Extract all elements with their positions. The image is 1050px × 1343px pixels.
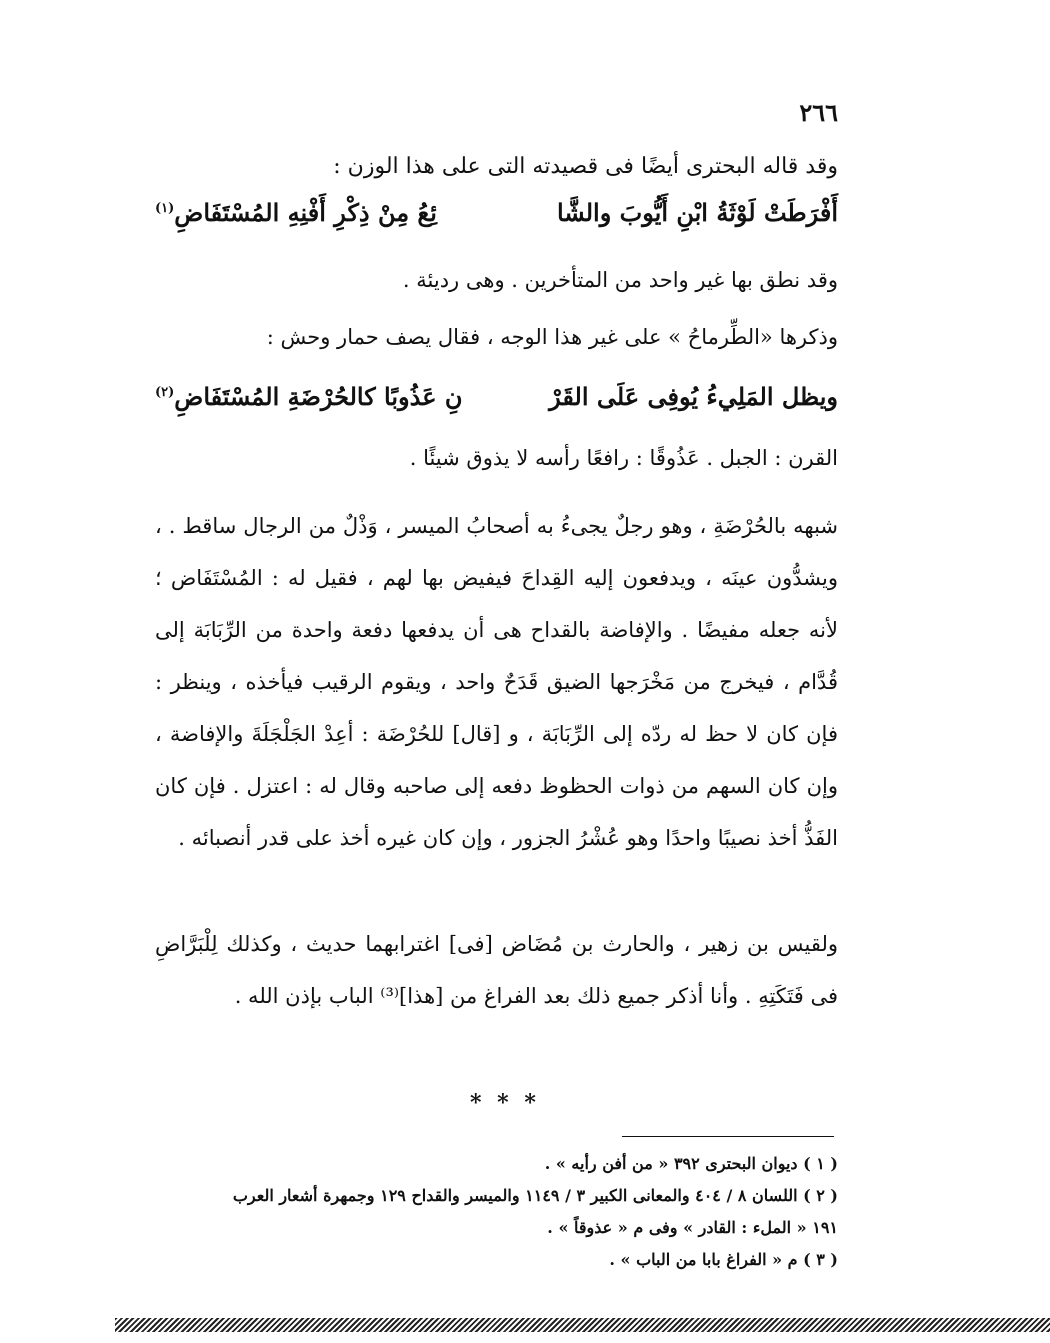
verse-2: [155, 382, 838, 422]
paragraph-2-text: ولقيس بن زهير ، والحارث بن مُضَاض [فى] اغترابهما حديث ، وكذلك لِلْبَرَّاضِ فى فَتَكَتِهِ . وأنا أذكر جميع ذلك بعد الفراغ من [هذا]⁽³⁾ الباب بإذن الله .: [155, 932, 838, 1008]
paragraph-2: [155, 918, 838, 1022]
paragraph-1: [155, 500, 838, 864]
footnote-marker-1: (١): [155, 201, 175, 216]
verse-2-hemistich-2-text: نِ عَذُوبًا كالحُرْضَةِ المُسْتَفَاضِ: [174, 382, 463, 411]
page-number: ٢٦٦: [799, 98, 838, 127]
footnote-3: ( ٣ ) م « الفراغ بابا من الباب » .: [609, 1250, 838, 1269]
intro-line: وقد قاله البحترى أيضًا فى قصيدته التى على هذا الوزن :: [333, 154, 838, 179]
section-separator: * * *: [470, 1090, 540, 1116]
verse-1-hemistich-2-text: ئِعُ مِنْ ذِكْرِ أَفْنِهِ المُسْتَفَاضِ: [174, 198, 437, 227]
verse-1-hemistich-1: أَفْرَطَتْ لَوْثَةُ ابْنِ أَيُّوبَ والشَّا: [557, 198, 838, 227]
verse-2-hemistich-1: ويظل المَلِيءُ يُوفِى عَلَى القَرْ: [549, 382, 838, 411]
line-qarn: القرن : الجبل . عَذُوقًا : رافعًا رأسه لا يذوق شيئًا .: [409, 446, 838, 470]
footnote-rule: [622, 1136, 834, 1137]
scan-edge-bar: [115, 1318, 1050, 1332]
verse-1-hemistich-2: [155, 198, 437, 227]
footnote-marker-2: (٢): [155, 385, 175, 400]
verse-2-hemistich-2: [155, 382, 463, 411]
line-dhakara: وذكرها «الطِّرماحُ » على غير هذا الوجه ، فقال يصف حمار وحش :: [266, 325, 838, 349]
line-nataq: وقد نطق بها غير واحد من المتأخرين . وهى رديئة .: [402, 268, 838, 292]
verse-1: [155, 198, 838, 238]
footnote-1: ( ١ ) ديوان البحترى ٣٩٢ « من أفن رأيه » .: [544, 1154, 838, 1173]
footnotes: [155, 1148, 838, 1276]
footnote-2-continued: ١٩١ « الملء : القادر » وفى م « عذوقاً » .: [547, 1218, 838, 1237]
footnote-2: ( ٢ ) اللسان ٨ / ٤٠٤ والمعانى الكبير ٣ / ١١٤٩ والميسر والقداح ١٢٩ وجمهرة أشعار العرب: [232, 1186, 838, 1205]
paragraph-1-text: شبهه بالحُرْضَةِ ، وهو رجلٌ يجىءُ به أصحابُ الميسر ، وَذْلٌ من الرجال ساقط . ، ويشدُّون عينَه ، ويدفعون إليه القِداحَ فيفيض بها لهم ، فقيل له : المُسْتَفَاض ؛ لأنه جعله مفيضًا . والإفاضة بالقداح هى أن يدفعها دفعة واحدة من الرِّبَابَة إلى قُدَّام ، فيخرج من مَخْرَجها الضيق قَدَحٌ واحد ، ويقوم الرقيب فيأخذه ، وينظر : فإن كان لا حظ له ردّه إلى الرِّبَابَة ، و [قال] للحُرْضَة : أعِدْ الجَلْجَلَةَ والإفاضة ، وإن كان السهم من ذوات الحظوظ دفعه إلى صاحبه وقال له : اعتزل . فإن كان الفَذُّ أخذ نصيبًا واحدًا وهو عُشْرُ الجزور ، وإن كان غيره أخذ على قدر أنصبائه .: [155, 514, 838, 850]
